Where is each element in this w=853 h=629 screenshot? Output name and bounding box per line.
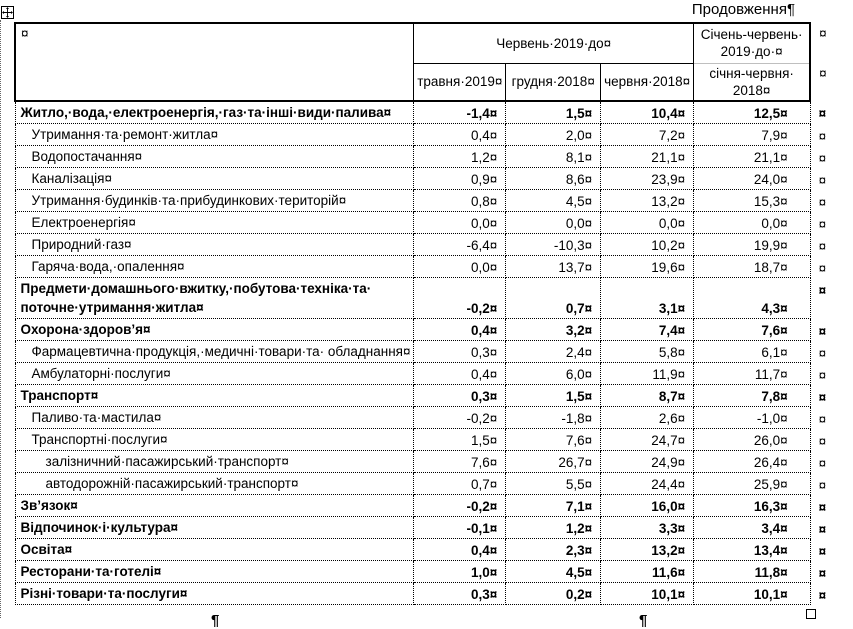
value-cell[interactable]: 0,4¤ bbox=[414, 363, 506, 385]
value-cell[interactable]: 8,1¤ bbox=[506, 146, 601, 168]
value-cell[interactable]: -0,2¤ bbox=[414, 495, 506, 517]
value-cell[interactable]: 24,7¤ bbox=[601, 429, 694, 451]
value-cell[interactable]: 5,5¤ bbox=[506, 473, 601, 495]
end-of-row-mark: ¤ bbox=[818, 150, 827, 166]
header-sub-june-2018[interactable]: червня·2018¤ bbox=[601, 63, 694, 101]
value-cell[interactable]: 10,1¤ bbox=[694, 583, 811, 605]
value-cell[interactable]: 0,7¤ bbox=[506, 278, 601, 319]
table-row bbox=[15, 124, 852, 146]
end-of-row-mark: ¤ bbox=[818, 282, 827, 298]
row-label[interactable]: Паливо·та·мастила¤ bbox=[15, 407, 414, 429]
row-label[interactable]: залізничний·пасажирський·транспорт¤ bbox=[15, 451, 414, 473]
header-sub-may-2019[interactable]: травня·2019¤ bbox=[414, 63, 506, 101]
value-cell[interactable]: 11,8¤ bbox=[694, 561, 811, 583]
row-label[interactable]: Зв’язок¤ bbox=[15, 495, 414, 517]
value-cell[interactable]: 0,0¤ bbox=[414, 256, 506, 278]
value-cell[interactable]: 1,5¤ bbox=[506, 385, 601, 407]
value-cell[interactable]: 0,0¤ bbox=[694, 212, 811, 234]
table-row bbox=[15, 190, 852, 212]
value-cell[interactable]: 4,5¤ bbox=[506, 561, 601, 583]
value-cell[interactable]: 7,6¤ bbox=[694, 319, 811, 341]
table-row bbox=[15, 146, 852, 168]
value-cell[interactable]: 16,3¤ bbox=[694, 495, 811, 517]
table-row bbox=[15, 495, 852, 517]
value-cell[interactable]: 0,4¤ bbox=[414, 319, 506, 341]
row-label[interactable]: Каналізація¤ bbox=[15, 168, 414, 190]
value-cell[interactable]: 0,3¤ bbox=[414, 583, 506, 605]
value-cell[interactable]: 3,1¤ bbox=[601, 278, 694, 319]
value-cell[interactable]: 7,6¤ bbox=[414, 451, 506, 473]
row-label[interactable]: Амбулаторні·послуги¤ bbox=[15, 363, 414, 385]
table-row bbox=[15, 234, 852, 256]
header-sub-dec-2018[interactable]: грудня·2018¤ bbox=[506, 63, 601, 101]
end-of-row-mark: ¤ bbox=[818, 543, 827, 559]
table-row bbox=[15, 278, 852, 319]
value-cell[interactable]: 4,3¤ bbox=[694, 278, 811, 319]
table-resize-handle[interactable] bbox=[806, 609, 816, 619]
value-cell[interactable]: -10,3¤ bbox=[506, 234, 601, 256]
value-cell[interactable]: 0,0¤ bbox=[414, 212, 506, 234]
stray-pilcrow-right: ¶ bbox=[639, 612, 648, 629]
table-row bbox=[15, 583, 852, 605]
value-cell[interactable]: 18,7¤ bbox=[694, 256, 811, 278]
end-of-row-mark: ¤ bbox=[818, 455, 827, 471]
value-cell[interactable]: 6,0¤ bbox=[506, 363, 601, 385]
table-row bbox=[15, 539, 852, 561]
table-row bbox=[15, 561, 852, 583]
value-cell[interactable]: 7,6¤ bbox=[506, 429, 601, 451]
table-row bbox=[15, 473, 852, 495]
table-row bbox=[15, 451, 852, 473]
value-cell[interactable]: 0,4¤ bbox=[414, 124, 506, 146]
value-cell[interactable]: 0,4¤ bbox=[414, 539, 506, 561]
end-of-row-mark: ¤ bbox=[818, 521, 827, 537]
value-cell[interactable]: 0,0¤ bbox=[506, 212, 601, 234]
table-row bbox=[15, 256, 852, 278]
value-cell[interactable]: 7,2¤ bbox=[601, 124, 694, 146]
value-cell[interactable]: -0,2¤ bbox=[414, 278, 506, 319]
value-cell[interactable]: 1,2¤ bbox=[414, 146, 506, 168]
end-of-row-mark: ¤ bbox=[818, 194, 827, 210]
end-of-row-mark: ¤ bbox=[818, 411, 827, 427]
value-cell[interactable]: 3,2¤ bbox=[506, 319, 601, 341]
end-of-row-mark: ¤ bbox=[818, 106, 827, 121]
row-label[interactable]: Транспорт¤ bbox=[15, 385, 414, 407]
value-cell[interactable]: 11,6¤ bbox=[601, 561, 694, 583]
value-cell[interactable]: 13,4¤ bbox=[694, 539, 811, 561]
row-label[interactable]: Водопостачання¤ bbox=[15, 146, 414, 168]
value-cell[interactable]: 11,9¤ bbox=[601, 363, 694, 385]
end-of-row-mark: ¤ bbox=[818, 433, 827, 449]
row-label[interactable]: Утримання·будинків·та·прибудинкових·територій¤ bbox=[15, 190, 414, 212]
end-of-row-mark: ¤ bbox=[818, 238, 827, 254]
value-cell[interactable]: 7,8¤ bbox=[694, 385, 811, 407]
row-label[interactable]: Фармацевтична·продукція,·медичні·товари·та· обладнання¤ bbox=[15, 341, 414, 363]
value-cell[interactable]: 0,7¤ bbox=[414, 473, 506, 495]
row-label[interactable]: Різні·товари·та·послуги¤ bbox=[15, 583, 414, 605]
value-cell[interactable]: 23,9¤ bbox=[601, 168, 694, 190]
value-cell[interactable]: 10,4¤ bbox=[601, 101, 694, 124]
row-label[interactable]: Електроенергія¤ bbox=[15, 212, 414, 234]
table-row bbox=[15, 363, 852, 385]
table-row bbox=[15, 319, 852, 341]
row-label[interactable]: Охорона·здоров’я¤ bbox=[15, 319, 414, 341]
end-of-row-mark: ¤ bbox=[818, 216, 827, 232]
row-label[interactable]: Гаряча·вода,·опалення¤ bbox=[15, 256, 414, 278]
end-of-row-mark: ¤ bbox=[818, 587, 827, 603]
value-cell[interactable]: 2,6¤ bbox=[601, 407, 694, 429]
value-cell[interactable]: 24,9¤ bbox=[601, 451, 694, 473]
price-index-table bbox=[14, 22, 853, 605]
value-cell[interactable]: 4,5¤ bbox=[506, 190, 601, 212]
end-of-row-mark: ¤ bbox=[818, 260, 827, 276]
value-cell[interactable]: 19,6¤ bbox=[601, 256, 694, 278]
end-of-row-mark: ¤ bbox=[818, 345, 827, 361]
end-of-row-mark: ¤ bbox=[818, 323, 827, 339]
end-of-row-mark: ¤ bbox=[818, 565, 827, 581]
four-way-arrow-icon bbox=[2, 7, 13, 18]
table-row bbox=[15, 429, 852, 451]
end-of-row-mark: ¤ bbox=[819, 66, 827, 81]
value-cell[interactable]: 0,3¤ bbox=[414, 385, 506, 407]
value-cell[interactable]: 12,5¤ bbox=[694, 101, 811, 124]
value-cell[interactable]: 1,2¤ bbox=[506, 517, 601, 539]
value-cell[interactable]: 2,0¤ bbox=[506, 124, 601, 146]
header-jan-june-2019[interactable]: Січень-червень· 2019·до·¤ bbox=[694, 23, 811, 63]
header-jan-june-2018[interactable]: січня-червня· 2018¤ bbox=[694, 63, 811, 101]
row-label[interactable]: Відпочинок·і·культура¤ bbox=[15, 517, 414, 539]
value-cell[interactable]: 8,6¤ bbox=[506, 168, 601, 190]
value-cell[interactable]: 13,2¤ bbox=[601, 190, 694, 212]
value-cell[interactable]: 7,4¤ bbox=[601, 319, 694, 341]
end-of-row-mark: ¤ bbox=[818, 128, 827, 144]
value-cell[interactable]: 6,1¤ bbox=[694, 341, 811, 363]
value-cell[interactable]: 10,1¤ bbox=[601, 583, 694, 605]
value-cell[interactable]: 26,7¤ bbox=[506, 451, 601, 473]
header-corner-cell[interactable]: ¤ bbox=[15, 23, 414, 101]
end-of-row-mark: ¤ bbox=[818, 367, 827, 383]
value-cell[interactable]: 0,0¤ bbox=[601, 212, 694, 234]
row-label[interactable]: Ресторани·та·готелі¤ bbox=[15, 561, 414, 583]
row-label[interactable]: Житло,·вода,·електроенергія,·газ·та·інші·види·палива¤ bbox=[15, 101, 414, 124]
value-cell[interactable]: 10,2¤ bbox=[601, 234, 694, 256]
value-cell[interactable]: 21,1¤ bbox=[601, 146, 694, 168]
table-row bbox=[15, 168, 852, 190]
value-cell[interactable]: 3,4¤ bbox=[694, 517, 811, 539]
value-cell[interactable]: -1,0¤ bbox=[694, 407, 811, 429]
table-row bbox=[15, 101, 852, 124]
value-cell[interactable]: 0,2¤ bbox=[506, 583, 601, 605]
continuation-paragraph[interactable]: Продовження¶ bbox=[691, 1, 795, 18]
value-cell[interactable]: 11,7¤ bbox=[694, 363, 811, 385]
value-cell[interactable]: -6,4¤ bbox=[414, 234, 506, 256]
table-row bbox=[15, 517, 852, 539]
value-cell[interactable]: -0,2¤ bbox=[414, 407, 506, 429]
end-of-row-mark: ¤ bbox=[818, 172, 827, 188]
value-cell[interactable]: 1,0¤ bbox=[414, 561, 506, 583]
value-cell[interactable]: 13,7¤ bbox=[506, 256, 601, 278]
end-of-row-mark: ¤ bbox=[818, 389, 827, 405]
header-group-june-2019[interactable]: Червень·2019·до¤ bbox=[414, 23, 694, 63]
table-row bbox=[15, 385, 852, 407]
value-cell[interactable]: -0,1¤ bbox=[414, 517, 506, 539]
value-cell[interactable]: 7,1¤ bbox=[506, 495, 601, 517]
row-label[interactable]: Утримання·та·ремонт·житла¤ bbox=[15, 124, 414, 146]
end-of-row-mark: ¤ bbox=[819, 26, 827, 41]
value-cell[interactable]: 24,4¤ bbox=[601, 473, 694, 495]
value-cell[interactable]: -1,8¤ bbox=[506, 407, 601, 429]
value-cell[interactable]: 26,4¤ bbox=[694, 451, 811, 473]
value-cell[interactable]: 0,3¤ bbox=[414, 341, 506, 363]
value-cell[interactable]: 19,9¤ bbox=[694, 234, 811, 256]
end-of-row-mark: ¤ bbox=[818, 499, 827, 515]
value-cell[interactable]: 26,0¤ bbox=[694, 429, 811, 451]
value-cell[interactable]: 2,3¤ bbox=[506, 539, 601, 561]
row-label[interactable]: Природний·газ¤ bbox=[15, 234, 414, 256]
table-row bbox=[15, 212, 852, 234]
value-cell[interactable]: 8,7¤ bbox=[601, 385, 694, 407]
value-cell[interactable]: -1,4¤ bbox=[414, 101, 506, 124]
row-label[interactable]: Предмети·домашнього·вжитку,·побутова·техніка·та· поточне·утримання·житла¤ bbox=[15, 278, 414, 319]
value-cell[interactable]: 21,1¤ bbox=[694, 146, 811, 168]
value-cell[interactable]: 24,0¤ bbox=[694, 168, 811, 190]
value-cell[interactable]: 2,4¤ bbox=[506, 341, 601, 363]
stray-pilcrow-left: ¶ bbox=[211, 612, 220, 629]
header-row-1 bbox=[15, 23, 852, 63]
end-of-row-mark: ¤ bbox=[818, 477, 827, 493]
table-row bbox=[15, 341, 852, 363]
table-row bbox=[15, 407, 852, 429]
value-cell[interactable]: 0,8¤ bbox=[414, 190, 506, 212]
row-label[interactable]: Освіта¤ bbox=[15, 539, 414, 561]
value-cell[interactable]: 25,9¤ bbox=[694, 473, 811, 495]
row-label[interactable]: Транспортні·послуги¤ bbox=[15, 429, 414, 451]
value-cell[interactable]: 15,3¤ bbox=[694, 190, 811, 212]
value-cell[interactable]: 13,2¤ bbox=[601, 539, 694, 561]
table-move-handle[interactable] bbox=[1, 6, 14, 19]
value-cell[interactable]: 1,5¤ bbox=[506, 101, 601, 124]
value-cell[interactable]: 0,9¤ bbox=[414, 168, 506, 190]
value-cell[interactable]: 3,3¤ bbox=[601, 517, 694, 539]
value-cell[interactable]: 5,8¤ bbox=[601, 341, 694, 363]
page-text-boundary bbox=[0, 20, 1, 618]
value-cell[interactable]: 7,9¤ bbox=[694, 124, 811, 146]
value-cell[interactable]: 1,5¤ bbox=[414, 429, 506, 451]
row-label[interactable]: автодорожній·пасажирський·транспорт¤ bbox=[15, 473, 414, 495]
value-cell[interactable]: 16,0¤ bbox=[601, 495, 694, 517]
